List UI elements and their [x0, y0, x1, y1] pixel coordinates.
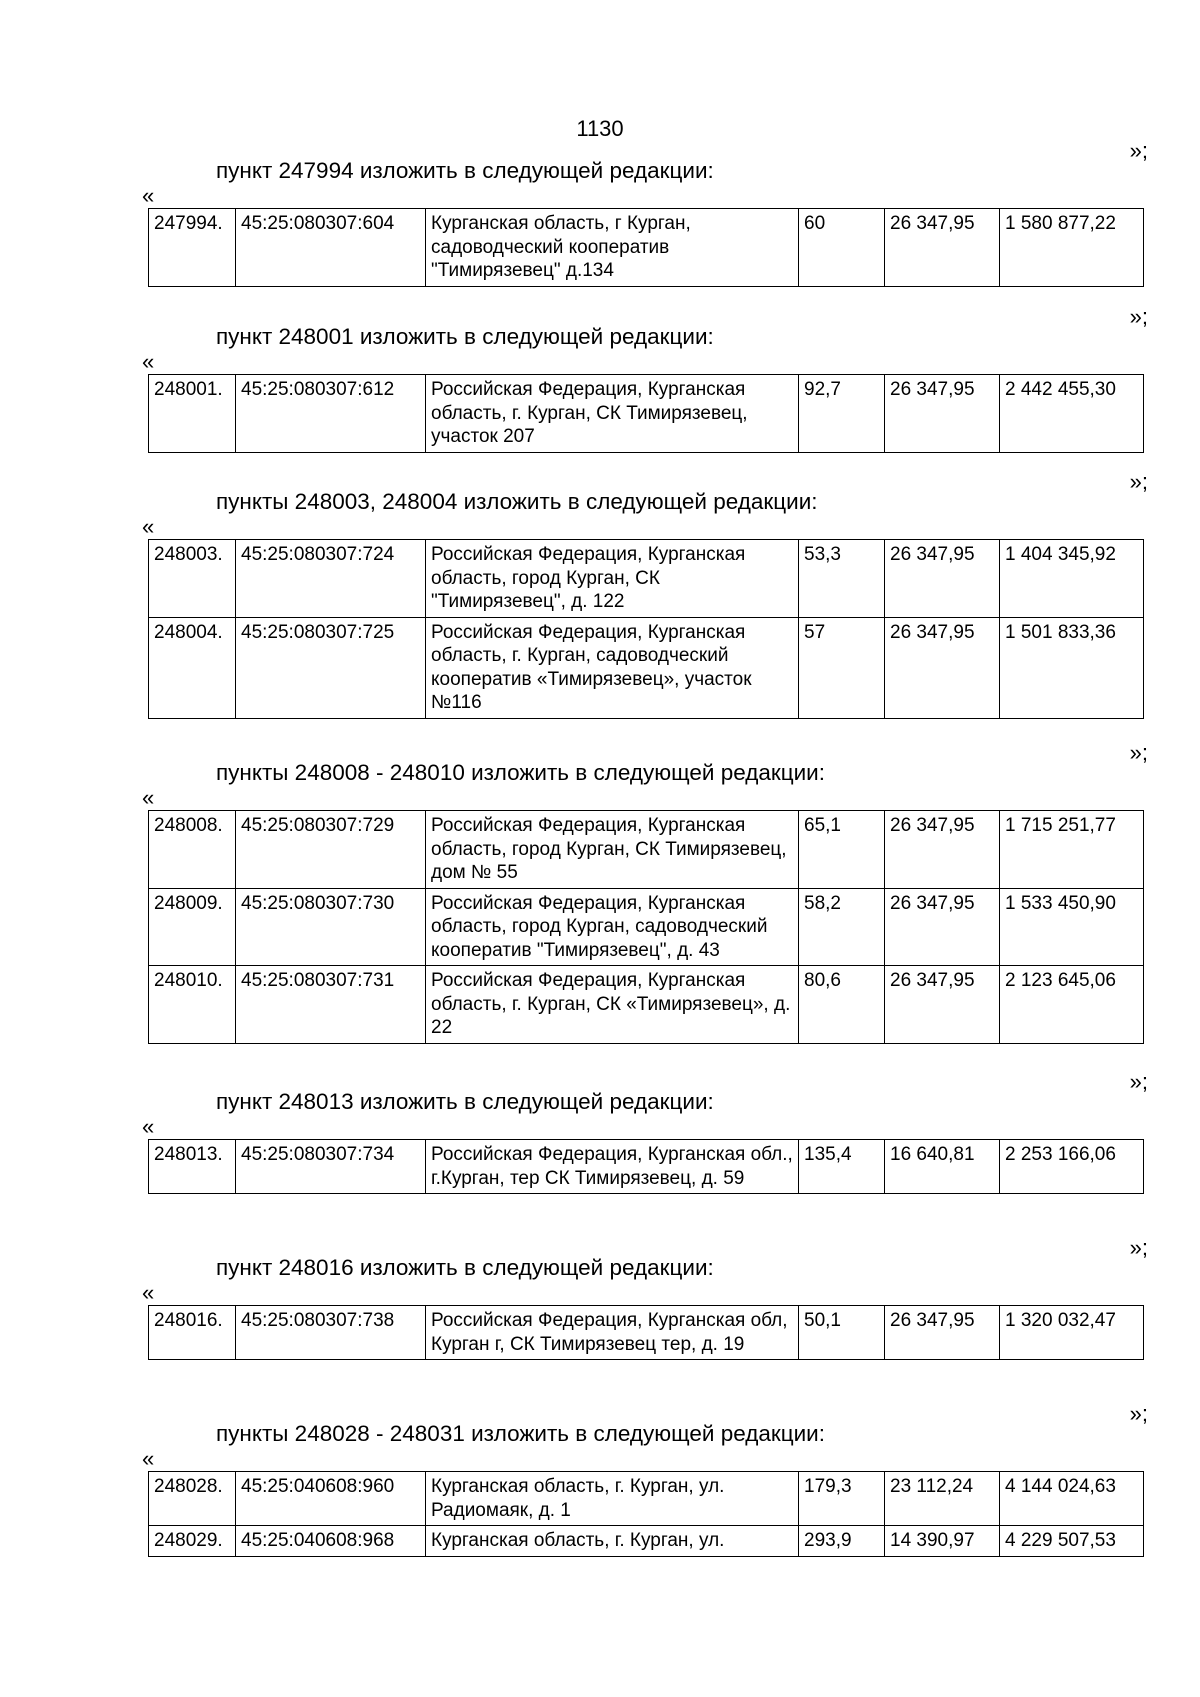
- opening-quote: «: [142, 785, 155, 810]
- rate-cell: 26 347,95: [885, 811, 1000, 889]
- cadastral-number-cell: 45:25:080307:604: [236, 209, 426, 287]
- cadastral-number-cell: 45:25:080307:612: [236, 375, 426, 453]
- area-cell: 92,7: [799, 375, 885, 453]
- area-cell: 50,1: [799, 1306, 885, 1360]
- cadastral-value-cell: 2 253 166,06: [1000, 1140, 1144, 1194]
- row-number-cell: 248029.: [149, 1526, 236, 1557]
- cadastral-value-cell: 1 320 032,47: [1000, 1306, 1144, 1360]
- amendment-table: [148, 1139, 1144, 1194]
- amendment-heading: пункты 248003, 248004 изложить в следующей редакции:: [216, 489, 818, 514]
- rate-cell: 23 112,24: [885, 1472, 1000, 1526]
- row-number-cell: 248001.: [149, 375, 236, 453]
- table-row: [149, 1306, 1144, 1360]
- amendment-heading: пункты 248008 - 248010 изложить в следующей редакции:: [216, 760, 826, 785]
- area-cell: 80,6: [799, 966, 885, 1044]
- opening-quote: «: [142, 1280, 155, 1305]
- table-row: [149, 811, 1144, 889]
- rate-cell: 14 390,97: [885, 1526, 1000, 1557]
- cadastral-value-cell: 2 123 645,06: [1000, 966, 1144, 1044]
- row-number-cell: 248008.: [149, 811, 236, 889]
- cadastral-number-cell: 45:25:080307:729: [236, 811, 426, 889]
- amendment-table: [148, 208, 1144, 287]
- cadastral-value-cell: 1 533 450,90: [1000, 888, 1144, 966]
- amendment-heading: пункты 248028 - 248031 изложить в следующей редакции:: [216, 1421, 826, 1446]
- cadastral-number-cell: 45:25:040608:960: [236, 1472, 426, 1526]
- row-number-cell: 248010.: [149, 966, 236, 1044]
- opening-quote: «: [142, 349, 155, 374]
- closing-quote: »;: [1129, 1401, 1148, 1426]
- amendment-table: [148, 1471, 1144, 1557]
- address-cell: Российская Федерация, Курганская обл, Курган г, СК Тимирязевец тер, д. 19: [426, 1306, 799, 1360]
- address-cell: Курганская область, г. Курган, ул.: [426, 1526, 799, 1557]
- opening-quote: «: [142, 1446, 155, 1471]
- cadastral-number-cell: 45:25:080307:734: [236, 1140, 426, 1194]
- rate-cell: 26 347,95: [885, 617, 1000, 718]
- address-cell: Российская Федерация, Курганская область, г. Курган, СК Тимирязевец, участок 207: [426, 375, 799, 453]
- address-cell: Российская Федерация, Курганская область, город Курган, СК Тимирязевец, дом № 55: [426, 811, 799, 889]
- cadastral-value-cell: 1 501 833,36: [1000, 617, 1144, 718]
- amendment-heading: пункт 248016 изложить в следующей редакции:: [216, 1255, 714, 1280]
- table-row: [149, 209, 1144, 287]
- address-cell: Российская Федерация, Курганская область, город Курган, садоводческий кооператив "Тимирязевец", д. 43: [426, 888, 799, 966]
- area-cell: 58,2: [799, 888, 885, 966]
- amendment-table: [148, 539, 1144, 719]
- table-row: [149, 375, 1144, 453]
- area-cell: 135,4: [799, 1140, 885, 1194]
- row-number-cell: 248009.: [149, 888, 236, 966]
- area-cell: 65,1: [799, 811, 885, 889]
- table-row: [149, 1140, 1144, 1194]
- table-row: [149, 1472, 1144, 1526]
- amendment-heading: пункт 247994 изложить в следующей редакции:: [216, 158, 714, 183]
- amendment-table: [148, 374, 1144, 453]
- area-cell: 179,3: [799, 1472, 885, 1526]
- area-cell: 57: [799, 617, 885, 718]
- closing-quote: »;: [1129, 304, 1148, 329]
- area-cell: 53,3: [799, 540, 885, 618]
- rate-cell: 26 347,95: [885, 1306, 1000, 1360]
- address-cell: Курганская область, г. Курган, ул. Радиомаяк, д. 1: [426, 1472, 799, 1526]
- cadastral-value-cell: 1 580 877,22: [1000, 209, 1144, 287]
- row-number-cell: 248028.: [149, 1472, 236, 1526]
- area-cell: 60: [799, 209, 885, 287]
- closing-quote: »;: [1129, 469, 1148, 494]
- cadastral-number-cell: 45:25:080307:730: [236, 888, 426, 966]
- opening-quote: «: [142, 183, 155, 208]
- row-number-cell: 247994.: [149, 209, 236, 287]
- closing-quote: »;: [1129, 740, 1148, 765]
- cadastral-value-cell: 1 715 251,77: [1000, 811, 1144, 889]
- rate-cell: 26 347,95: [885, 966, 1000, 1044]
- cadastral-value-cell: 4 144 024,63: [1000, 1472, 1144, 1526]
- amendment-table: [148, 810, 1144, 1044]
- address-cell: Российская Федерация, Курганская область, город Курган, СК "Тимирязевец", д. 122: [426, 540, 799, 618]
- rate-cell: 26 347,95: [885, 888, 1000, 966]
- table-row: [149, 966, 1144, 1044]
- cadastral-number-cell: 45:25:080307:724: [236, 540, 426, 618]
- rate-cell: 26 347,95: [885, 540, 1000, 618]
- address-cell: Российская Федерация, Курганская область, г. Курган, СК «Тимирязевец», д. 22: [426, 966, 799, 1044]
- cadastral-value-cell: 1 404 345,92: [1000, 540, 1144, 618]
- row-number-cell: 248003.: [149, 540, 236, 618]
- amendment-heading: пункт 248013 изложить в следующей редакции:: [216, 1089, 714, 1114]
- table-row: [149, 617, 1144, 718]
- opening-quote: «: [142, 514, 155, 539]
- address-cell: Российская Федерация, Курганская обл., г.Курган, тер СК Тимирязевец, д. 59: [426, 1140, 799, 1194]
- row-number-cell: 248016.: [149, 1306, 236, 1360]
- opening-quote: «: [142, 1114, 155, 1139]
- cadastral-number-cell: 45:25:080307:731: [236, 966, 426, 1044]
- table-row: [149, 540, 1144, 618]
- table-row: [149, 888, 1144, 966]
- rate-cell: 26 347,95: [885, 375, 1000, 453]
- row-number-cell: 248004.: [149, 617, 236, 718]
- row-number-cell: 248013.: [149, 1140, 236, 1194]
- amendment-table: [148, 1305, 1144, 1360]
- rate-cell: 16 640,81: [885, 1140, 1000, 1194]
- rate-cell: 26 347,95: [885, 209, 1000, 287]
- closing-quote: »;: [1129, 1235, 1148, 1260]
- page-number: 1130: [576, 116, 624, 141]
- address-cell: Курганская область, г Курган, садоводческий кооператив "Тимирязевец" д.134: [426, 209, 799, 287]
- area-cell: 293,9: [799, 1526, 885, 1557]
- table-row: [149, 1526, 1144, 1557]
- amendment-heading: пункт 248001 изложить в следующей редакции:: [216, 324, 714, 349]
- cadastral-value-cell: 2 442 455,30: [1000, 375, 1144, 453]
- closing-quote: »;: [1129, 1069, 1148, 1094]
- address-cell: Российская Федерация, Курганская область, г. Курган, садоводческий кооператив «Тимирязевец», участок №116: [426, 617, 799, 718]
- closing-quote: »;: [1129, 138, 1148, 163]
- cadastral-number-cell: 45:25:080307:738: [236, 1306, 426, 1360]
- cadastral-value-cell: 4 229 507,53: [1000, 1526, 1144, 1557]
- cadastral-number-cell: 45:25:040608:968: [236, 1526, 426, 1557]
- cadastral-number-cell: 45:25:080307:725: [236, 617, 426, 718]
